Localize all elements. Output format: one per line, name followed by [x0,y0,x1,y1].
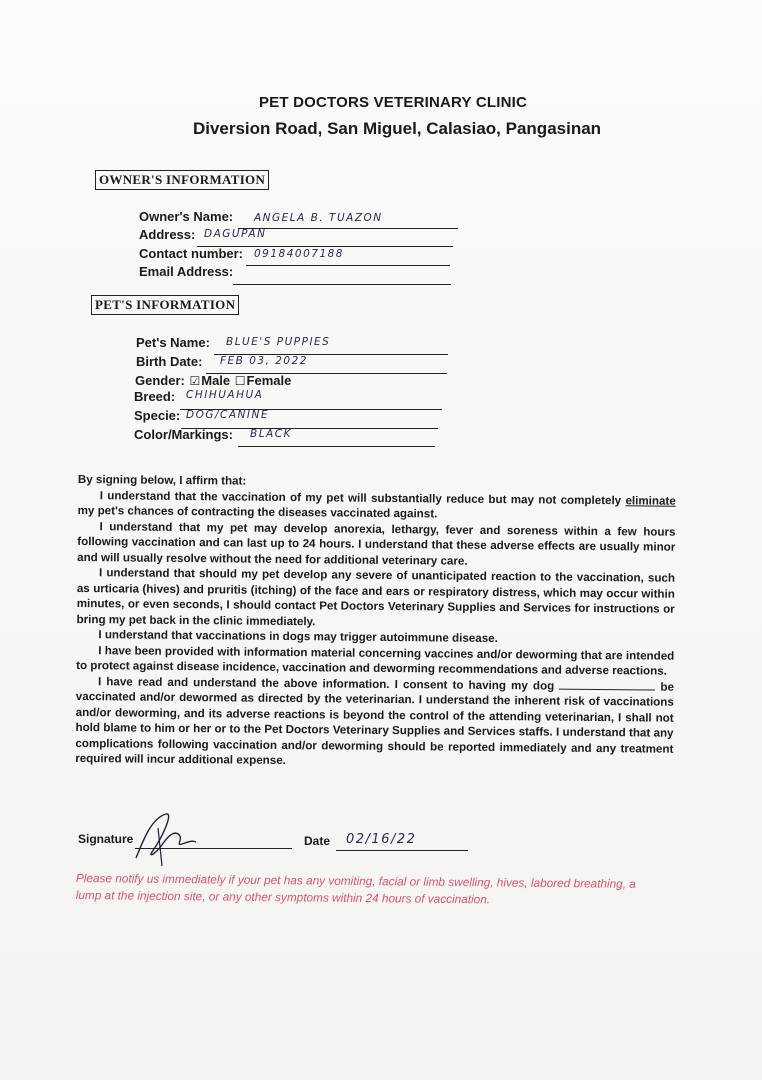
male-option-label: Male [201,373,231,388]
date-label: Date [304,834,331,848]
pet-section-title: PET'S INFORMATION [91,295,239,315]
signature-label: Signature [78,832,134,846]
clinic-name: PET DOCTORS VETERINARY CLINIC [258,94,528,111]
breed-value[interactable]: CHIHUAHUA [186,389,264,401]
consent-intro: By signing below, I affirm that: [77,472,247,488]
color-markings-line [238,446,435,447]
clinic-address: Diversion Road, San Miguel, Calasiao, Pangasinan [192,119,602,138]
color-markings-value[interactable]: BLACK [250,428,292,440]
gender-row [135,373,291,389]
birth-date-value[interactable]: FEB 03, 2022 [220,355,308,367]
contact-label: Contact number: [139,246,243,261]
breed-label: Breed: [134,389,176,404]
email-label: Email Address: [139,264,234,279]
female-checkbox-icon[interactable]: ☐ [234,374,246,388]
pet-name-label: Pet's Name: [136,335,210,350]
male-checkbox-checked-icon[interactable]: ☑ [189,374,201,388]
birth-date-label: Birth Date: [136,354,203,369]
date-value[interactable]: 02/16/22 [346,832,417,847]
address-label: Address: [139,227,196,242]
contact-value[interactable]: 09184007188 [254,248,344,260]
date-line [336,850,468,851]
owner-name-label: Owner's Name: [139,209,234,224]
consent-p1-text: I understand that the vaccination of my pet will substantially reduce but may not completely [99,488,622,507]
consent-p1-underlined: eliminate [625,493,676,508]
consent-paragraph-4: I understand that vaccinations in dogs may trigger autoimmune disease. [98,628,498,646]
specie-label: Specie: [134,408,181,423]
consent-statement [75,472,676,772]
gender-label: Gender: [135,373,185,388]
address-value[interactable]: DAGUPAN [204,228,267,240]
consent-paragraph-1 [78,487,676,524]
owner-name-value[interactable]: ANGELA B. TUAZON [254,212,383,224]
dog-name-blank[interactable] [559,688,655,690]
consent-p1-text-end: my pet's chances of contracting the diseases vaccinated against. [77,503,438,521]
symptom-notice: Please notify us immediately if your pet has any vomiting, facial or limb swelling, hives, labored breathing, a lump at the injection site, or any other symptoms within 24 hours of vaccination. [75,870,636,907]
consent-paragraph-3: I understand that should my pet develop any severe of unanticipated reaction to the vaccination, such as urticaria (hives) and pruritis (itching) of the face and ears or respiratory distress, which may occur within minutes, or even seconds, I should contact Pet Doctors Veterinary Supplies and Services for instructions or bring my pet back in the clinic immediately. [76,566,676,628]
consent-p6-text: I have read and understand the above information. I consent to having my dog [97,674,555,693]
consent-paragraph-2: I understand that my pet may develop anorexia, lethargy, fever and soreness within a few hours following vaccination and can last up to 24 hours. I understand that these adverse effects are usually minor and will usually resolve without the need for additional veterinary care. [77,519,676,568]
owner-section-title: OWNER'S INFORMATION [95,170,269,190]
email-line [233,284,451,285]
consent-p6-text-end: be vaccinated and/or dewormed as directed by the veterinarian. I understand the inherent risk of vaccinations and/or deworming, and its adverse reactions is beyond the control of the attending veterinarian, I shall not hold blame to him or her or to the Pet Doctors Veterinary Supplies and Services staffs. I understand that any complications following vaccination and/or deworming should be reported immediately and any treatment required will incur additional expense. [75,680,675,768]
color-markings-label: Color/Markings: [134,427,233,442]
female-option-label: Female [246,373,292,388]
consent-paragraph-5: I have been provided with information material concerning vaccines and/or deworming that are intended to protect against disease incidence, vaccination and deworming recommendations and adverse reactions. [76,643,675,678]
contact-line [246,265,450,266]
owner-name-line [238,228,458,229]
consent-paragraph-6 [75,673,674,772]
pet-name-value[interactable]: BLUE'S PUPPIES [226,336,331,348]
handwritten-signature [122,808,202,868]
specie-value[interactable]: DOG/CANINE [186,409,269,421]
